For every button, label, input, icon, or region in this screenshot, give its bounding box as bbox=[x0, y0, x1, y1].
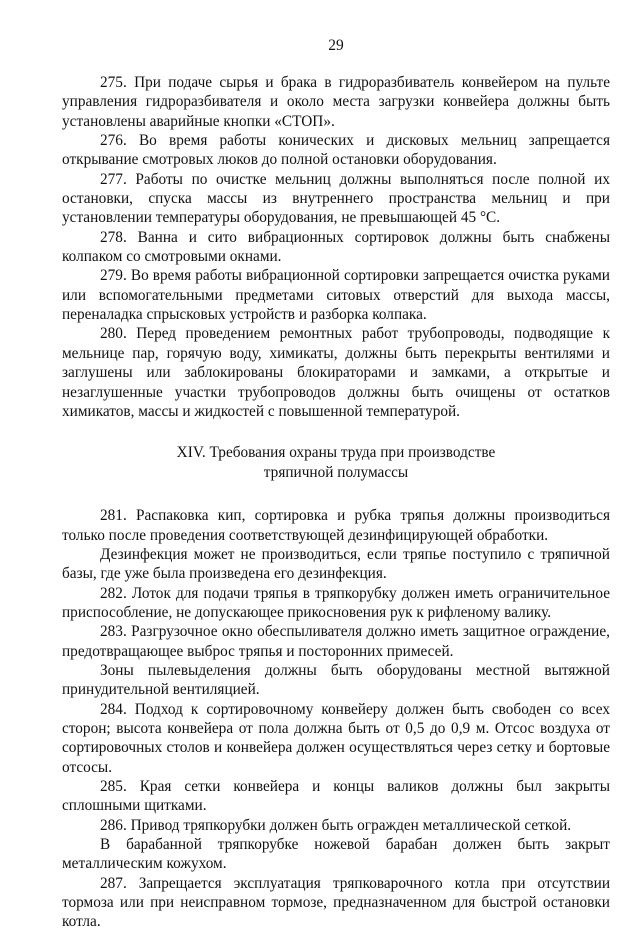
paragraph-282: 282. Лоток для подачи тряпья в тряпкорубку должен иметь ограничительное приспособление, не допускающее прикосновения рук к рифленому валику. bbox=[62, 584, 610, 621]
section-heading-line-2: тряпичной полумассы bbox=[263, 463, 409, 481]
document-page bbox=[62, 36, 610, 932]
paragraphs-after-section bbox=[62, 506, 610, 932]
paragraph-277: 277. Работы по очистке мельниц должны выполняться после полной их остановки, спуска массы из внутреннего пространства мельниц и при установлении температуры оборудования, не превышающей 45 °С. bbox=[62, 170, 610, 227]
paragraph-279: 279. Во время работы вибрационной сортировки запрещается очистка руками или вспомогательными предметами ситовых отверстий для выхода массы, переналадка спрысковых устройств и разборка колпака. bbox=[62, 267, 610, 324]
section-heading-line-1: XIV. Требования охраны труда при производстве bbox=[176, 444, 496, 462]
paragraph-287: 287. Запрещается эксплуатация тряпковарочного котла при отсутствии тормоза или при неисправном тормозе, предназначенном для быстрой остановки котла. bbox=[62, 874, 610, 931]
paragraph-284: 284. Подход к сортировочному конвейеру должен быть свободен со всех сторон; высота конвейера от пола должна быть от 0,5 до 0,9 м. Отсос воздуха от сортировочных столов и конвейера должен осуществляться через сетку и бортовые отсосы. bbox=[62, 700, 610, 776]
paragraph-278: 278. Ванна и сито вибрационных сортировок должны быть снабжены колпаком со смотровыми окнами. bbox=[62, 228, 610, 266]
paragraphs-before-section bbox=[62, 73, 610, 421]
paragraph-281-note: Дезинфекция может не производиться, если тряпье поступило с тряпичной базы, где уже была произведена его дезинфекция. bbox=[62, 545, 610, 583]
paragraph-281: 281. Распаковка кип, сортировка и рубка тряпья должны производиться только после проведения соответствующей дезинфицирующей обработки. bbox=[62, 507, 610, 544]
paragraph-286: 286. Привод тряпкорубки должен быть огражден металлической сеткой. bbox=[100, 816, 572, 834]
paragraph-286-note: В барабанной тряпкорубке ножевой барабан должен быть закрыт металлическим кожухом. bbox=[62, 836, 610, 873]
page-number: 29 bbox=[328, 37, 344, 54]
paragraph-280: 280. Перед проведением ремонтных работ трубопроводы, подводящие к мельнице пар, горячую воду, химикаты, должны быть перекрыты вентилями и заглушены или заблокированы блокираторами и замками, а открытые и незаглушенные участки трубопроводов должны быть очищены от остатков химикатов, массы и жидкостей с повышенной температурой. bbox=[62, 325, 610, 420]
paragraph-285: 285. Края сетки конвейера и концы валиков должны был закрыты сплошными щитками. bbox=[62, 778, 610, 815]
paragraph-283-note: Зоны пылевыделения должны быть оборудованы местной вытяжной принудительной вентиляцией. bbox=[62, 661, 610, 699]
section-heading bbox=[62, 443, 610, 482]
paragraph-283: 283. Разгрузочное окно обеспыливателя должно иметь защитное ограждение, предотвращающее выброс тряпья и посторонних примесей. bbox=[62, 623, 610, 660]
paragraph-276: 276. Во время работы конических и дисковых мельниц запрещается открывание смотровых люков до полной остановки оборудования. bbox=[62, 132, 610, 169]
paragraph-275: 275. При подаче сырья и брака в гидроразбиватель конвейером на пульте управления гидроразбивателя и около места загрузки конвейера должны быть установлены аварийные кнопки «СТОП». bbox=[62, 74, 610, 130]
